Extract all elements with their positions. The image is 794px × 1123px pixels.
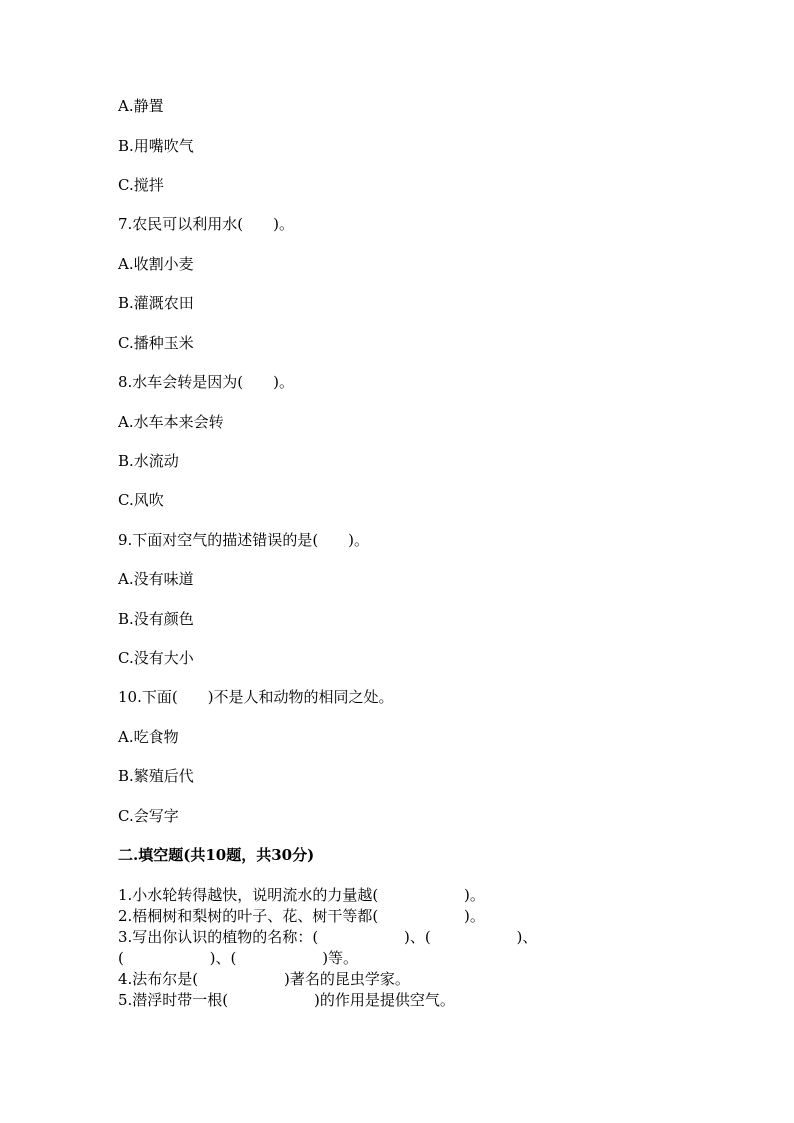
q9-stem: 9.下面对空气的描述错误的是( )。	[118, 531, 370, 549]
q9-option-c: C.没有大小	[118, 649, 194, 667]
q9-option-a: A.没有味道	[118, 570, 194, 588]
q6-option-a: A.静置	[118, 97, 164, 115]
q9-option-b: B.没有颜色	[118, 610, 194, 628]
q6-option-c: C.搅拌	[118, 176, 164, 194]
q8-option-b: B.水流动	[118, 452, 179, 470]
q8-option-c: C.风吹	[118, 491, 164, 509]
q10-stem: 10.下面( )不是人和动物的相同之处。	[118, 688, 394, 706]
q7-option-a: A.收割小麦	[118, 255, 194, 273]
q7-option-b: B.灌溉农田	[118, 294, 194, 312]
q10-option-a: A.吃食物	[118, 728, 179, 746]
fill-item-5: 5.潜浮时带一根( )的作用是提供空气。	[118, 991, 455, 1009]
q8-option-a: A.水车本来会转	[118, 413, 224, 431]
fill-item-3-continued: ( )、( )等。	[118, 949, 359, 967]
q10-option-c: C.会写字	[118, 807, 179, 825]
fill-item-3: 3.写出你认识的植物的名称：( )、( )、	[118, 928, 538, 946]
fill-item-2: 2.梧桐树和梨树的叶子、花、树干等都( )。	[118, 907, 485, 925]
q7-option-c: C.播种玉米	[118, 334, 194, 352]
fill-item-4: 4.法布尔是( )著名的昆虫学家。	[118, 970, 410, 988]
q8-stem: 8.水车会转是因为( )。	[118, 373, 295, 391]
q10-option-b: B.繁殖后代	[118, 767, 194, 785]
q7-stem: 7.农民可以利用水( )。	[118, 215, 295, 233]
fill-item-1: 1.小水轮转得越快，说明流水的力量越( )。	[118, 886, 485, 904]
q6-option-b: B.用嘴吹气	[118, 137, 194, 155]
section-title: 二.填空题(共10题，共30分)	[118, 846, 315, 864]
